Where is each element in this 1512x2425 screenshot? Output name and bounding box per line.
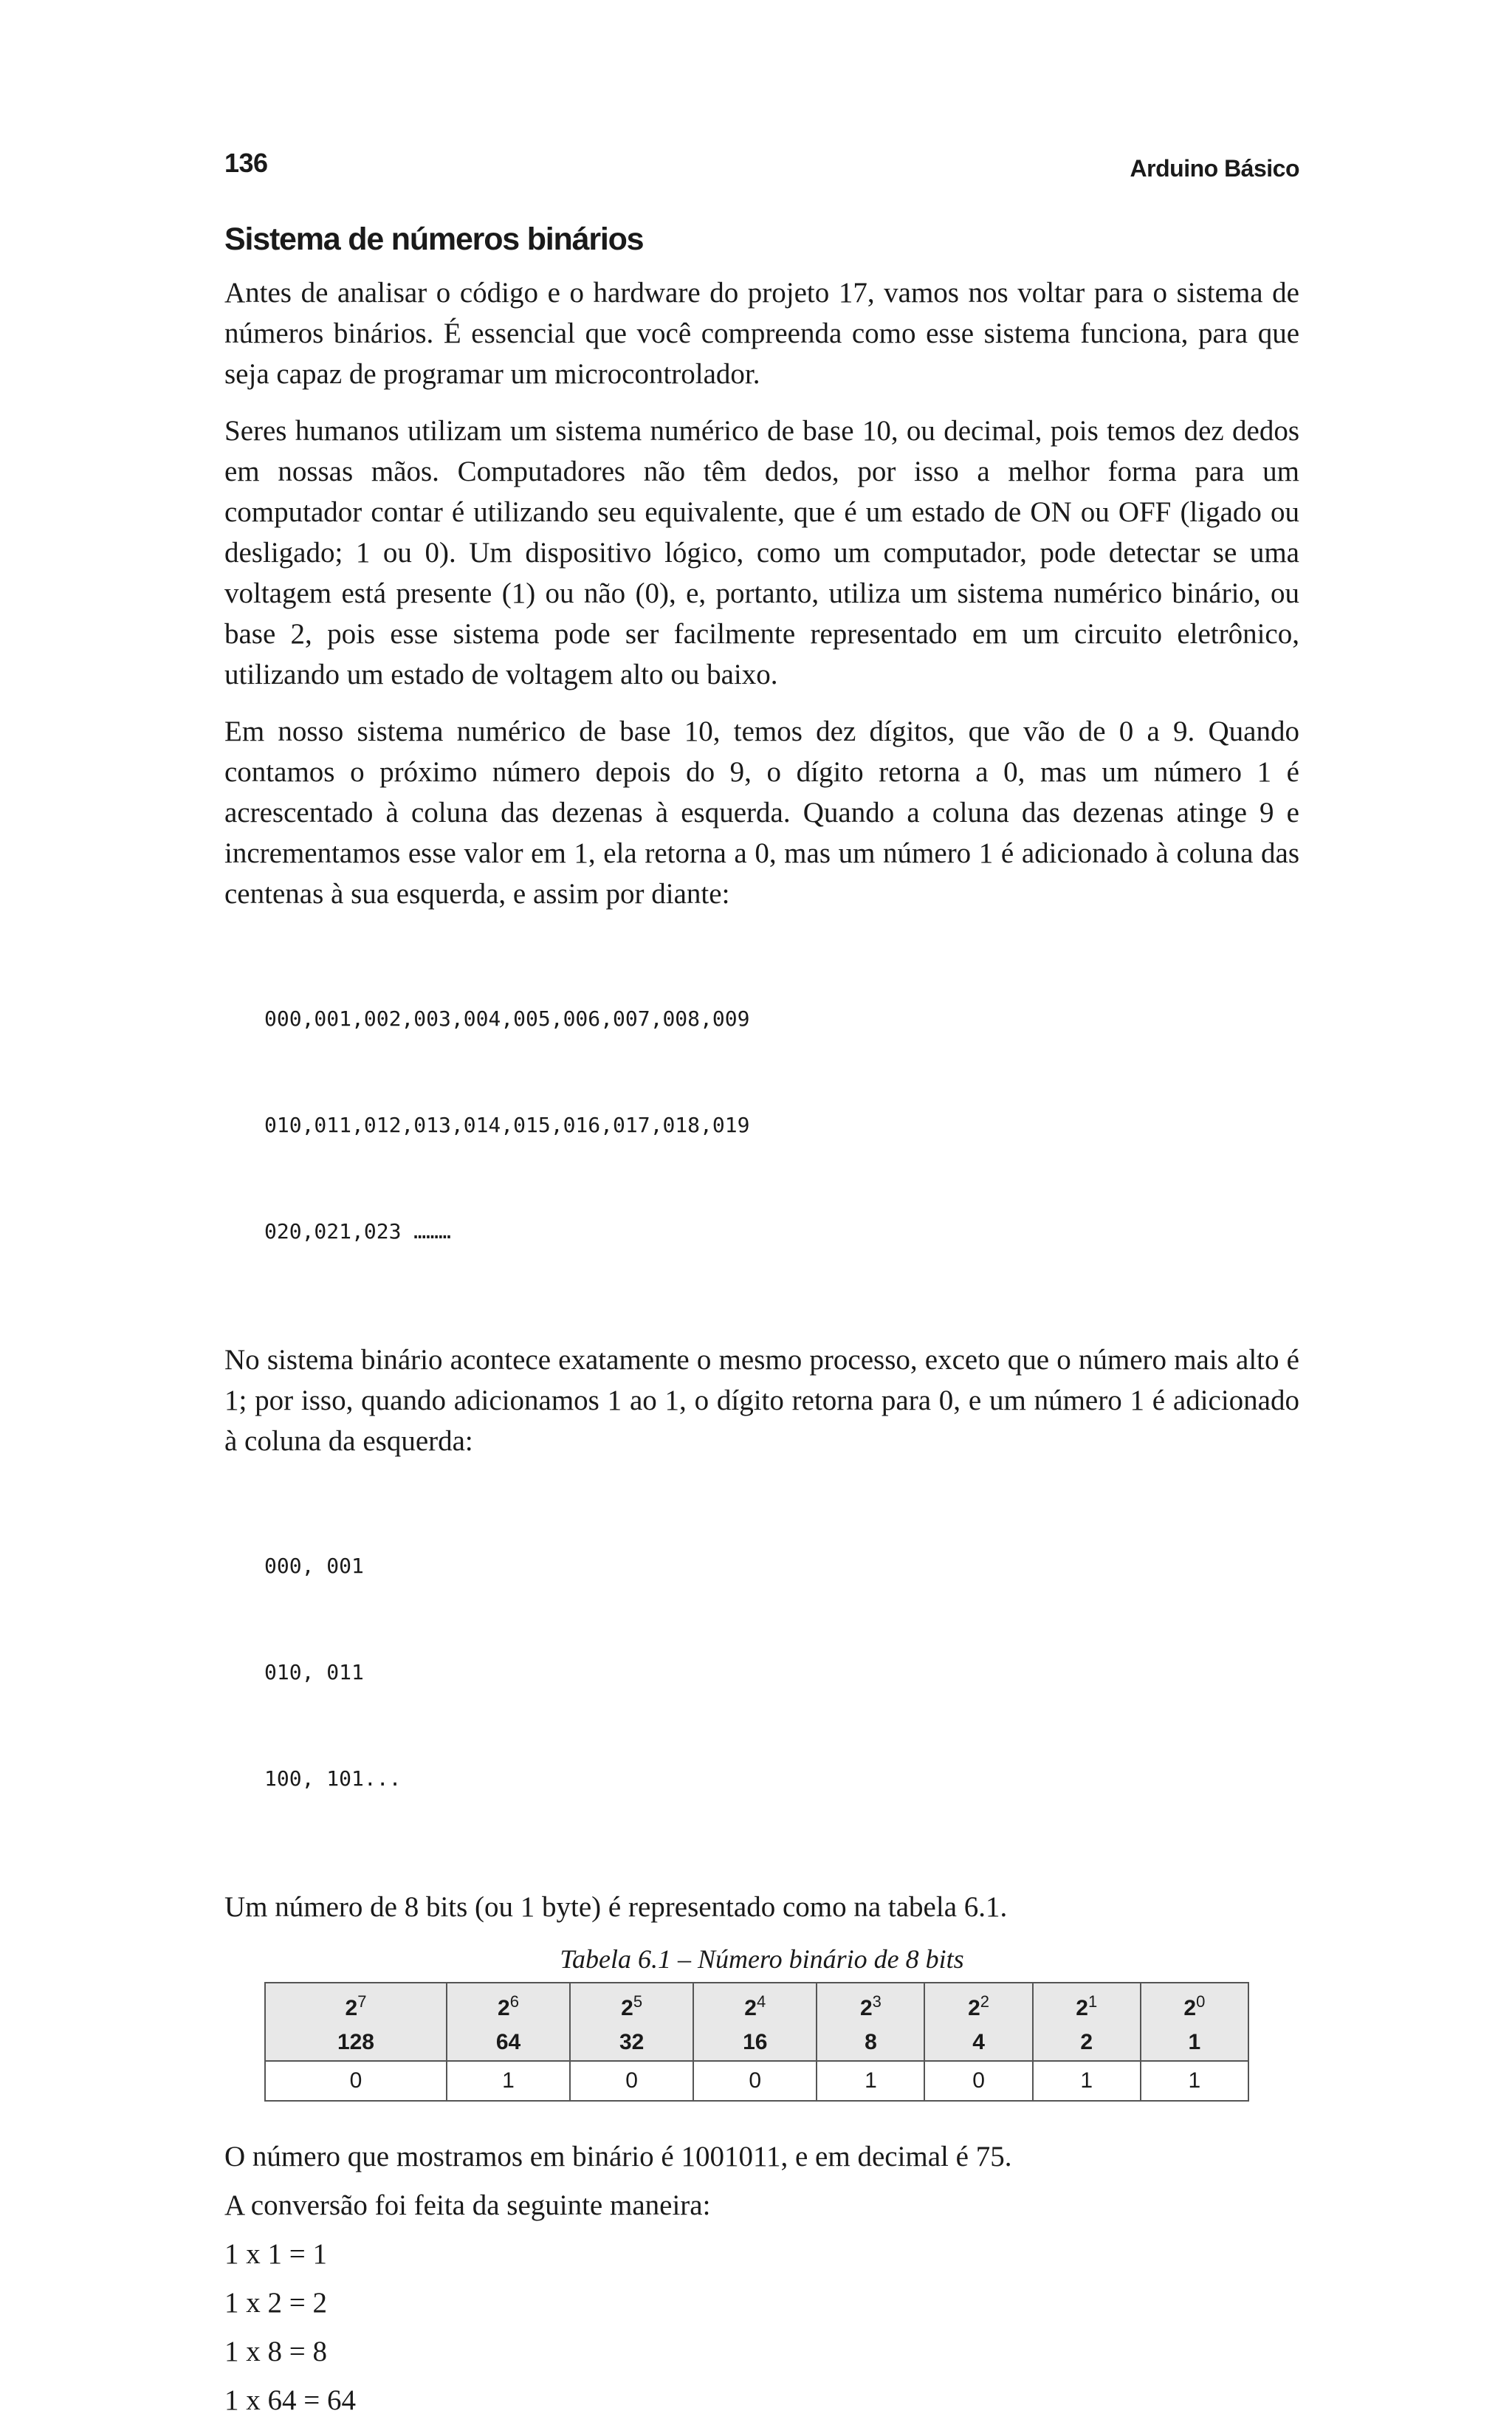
paragraph-binary-counting: No sistema binário acontece exatamente o mesmo processo, exceto que o número mais alto é 1; por isso, quando adicionamos 1 ao 1, o dígito retorna para 0, e um número 1 é adicionado à coluna da esquerda:: [224, 1344, 1299, 1457]
paragraph-base10-counting: Em nosso sistema numérico de base 10, temos dez dígitos, que vão de 0 a 9. Quando contamos o próximo número depois do 9, o dígito retorna a 0, mas um número 1 é acrescentado à coluna das dezenas à esquerda. Quando a coluna das dezenas atinge 9 e incrementamos esse valor em 1, ela retorna a 0, mas um número 1 é adicionado à coluna das centenas à sua esquerda, e assim por diante:: [224, 716, 1299, 910]
table-cell-bit: 1: [1141, 2061, 1248, 2101]
conversion-section: [224, 2133, 1299, 2425]
table-cell-bit: 0: [924, 2061, 1032, 2101]
equation-line: 1 x 64 = 64: [224, 2384, 356, 2416]
paragraph-8-bit: Um número de 8 bits (ou 1 byte) é representado como na tabela 6.1.: [224, 1891, 1008, 1923]
binary-table: [264, 1982, 1249, 2102]
paragraph-decimal-vs-binary: Seres humanos utilizam um sistema numérico de base 10, ou decimal, pois temos dez dedos em nossas mãos. Computadores não têm dedos, por isso a melhor forma para um computador contar é utilizando seu equivalente, que é um estado de ON ou OFF (ligado ou desligado; 1 ou 0). Um dispositivo lógico, como um computador, pode detectar se uma voltagem está presente (1) ou não (0), e, portanto, utiliza um sistema numérico binário, ou base 2, pois esse sistema pode ser facilmente representado em um circuito eletrônico, utilizando um estado de voltagem alto ou baixo.: [224, 415, 1299, 690]
table-cell-bit: 0: [570, 2061, 693, 2101]
code-line: 000,001,002,003,004,005,006,007,008,009: [264, 1006, 750, 1031]
table-header-cell: $2^6$ 64: [447, 1983, 570, 2061]
paragraph-intro: Antes de analisar o código e o hardware do projeto 17, vamos nos voltar para o sistema de números binários. É essencial que você compreenda como esse sistema funciona, para que seja capaz de programar um microcontrolador.: [224, 277, 1299, 390]
paragraph-conversion-intro: A conversão foi feita da seguinte maneira:: [224, 2189, 711, 2221]
table-cell-bit: 1: [447, 2061, 570, 2101]
paragraph-result: O número que mostramos em binário é 1001011, e em decimal é 75.: [224, 2141, 1012, 2172]
code-block-decimal: [264, 930, 1299, 1320]
table-header-cell: $2^3$ 8: [817, 1983, 924, 2061]
table-header-cell: $2^1$ 2: [1033, 1983, 1141, 2061]
table-header-cell: $2^0$ 1: [1141, 1983, 1248, 2061]
running-head: Arduino Básico: [1130, 155, 1299, 182]
code-line: 000, 001: [264, 1554, 364, 1578]
code-line: 020,021,023 ………: [264, 1219, 451, 1244]
code-line: 010, 011: [264, 1660, 364, 1684]
table-cell-bit: 1: [1033, 2061, 1141, 2101]
page-content: [224, 222, 1299, 2425]
table-cell-bit: 0: [693, 2061, 817, 2101]
code-line: 010,011,012,013,014,015,016,017,018,019: [264, 1113, 750, 1137]
code-line: 100, 101...: [264, 1766, 402, 1791]
page-number: 136: [224, 148, 268, 178]
table-header-cell: $2^2$ 4: [924, 1983, 1032, 2061]
equation-line: 1 x 8 = 8: [224, 2336, 327, 2367]
table-row: [265, 2061, 1248, 2101]
equation-line: 1 x 1 = 1: [224, 2238, 327, 2270]
table-cell-bit: 1: [817, 2061, 924, 2101]
equation-line: 1 x 2 = 2: [224, 2287, 327, 2319]
table-caption: Tabela 6.1 – Número binário de 8 bits: [560, 1944, 964, 1974]
table-header-cell: $2^7$ 128: [265, 1983, 447, 2061]
section-title: Sistema de números binários: [224, 222, 644, 257]
code-block-binary: [264, 1478, 1299, 1867]
table-header-row: [265, 1983, 1248, 2061]
table-cell-bit: 0: [265, 2061, 447, 2101]
table-header-cell: $2^5$ 32: [570, 1983, 693, 2061]
table-header-cell: $2^4$ 16: [693, 1983, 817, 2061]
